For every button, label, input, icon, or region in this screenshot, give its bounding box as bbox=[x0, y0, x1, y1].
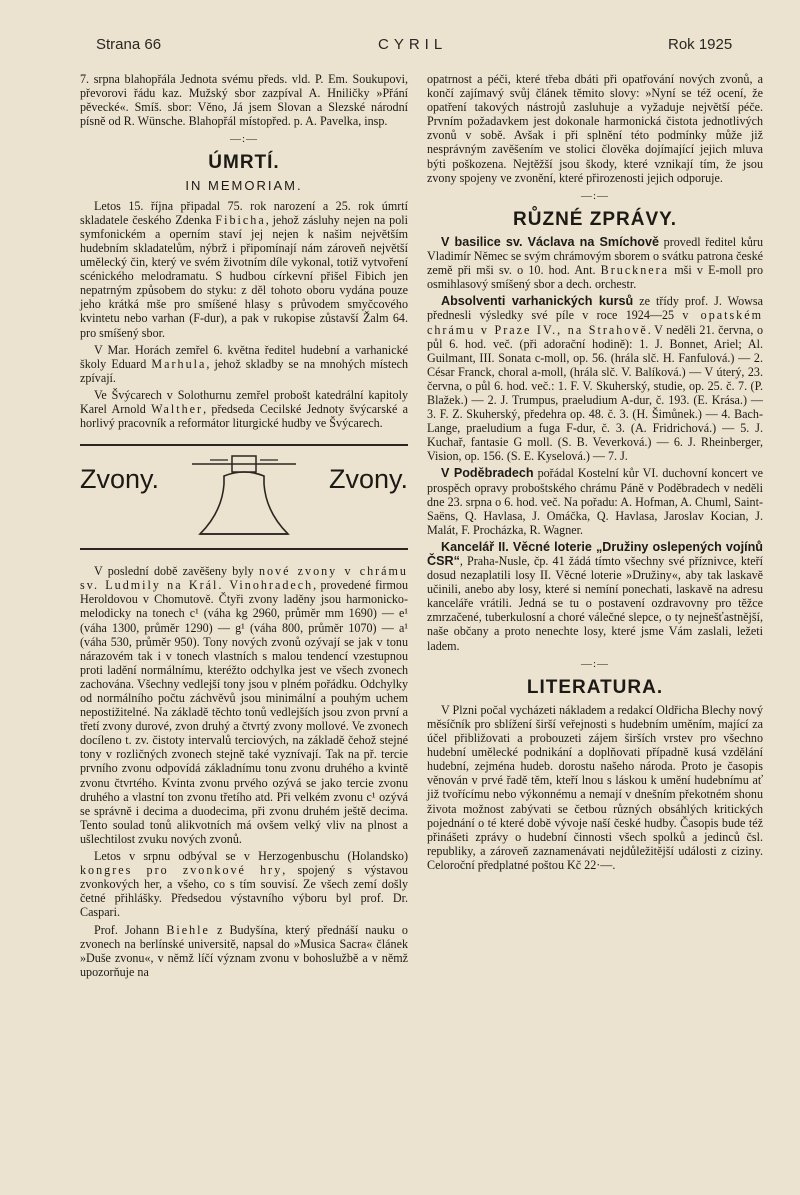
literature-heading: LITERATURA. bbox=[526, 676, 664, 698]
bells-heading-right: Zvony. bbox=[328, 464, 408, 495]
in-memoriam-subheading: IN MEMORIAM. bbox=[185, 177, 303, 193]
lottery-paragraph: Kancelář II. Věcné loterie „Družiny oslepených vojínů ČSR“, Praha-Nusle, čp. 41 žádá tímto všechny své příznivce, kteří dosud nezaplatili losy II. Věcné loterie »Družiny«, aby tak laskavě učinili, anebo aby losy, které si nemíní ponechati, laskavě na adresu kanceláře vrátili. Jedná se tu o postavení ozdravovny pro těžce zmrzačené, tuberkulosní a choré válečné slepce, o ty nejnešťastnější, naše občany a proto nenechte losy, které jsme Vám zaslali, ležeti ladem. bbox=[427, 539, 763, 653]
journal-title: CYRIL bbox=[378, 36, 448, 53]
running-head bbox=[0, 36, 800, 60]
biehle-paragraph: Prof. Johann Biehle z Budyšína, který přednáší nauku o zvonech na berlínské universitě, napsal do »Musica Sacra« článek »Duše zvonu«, v němž líčí význam zvonu v bohoslužbě a v němž upozorňuje na bbox=[80, 922, 408, 979]
bells-heading-banner bbox=[80, 444, 408, 550]
section-separator: —:— bbox=[580, 189, 610, 202]
biehle-continuation: opatrnost a péči, které třeba dbáti při opatřování nových zvonů, a končí zajímavý svůj článek těmito slovy: »Nyní se též ocení, že opatření takových nástrojů zasluhuje a vyžaduje největší péče. Prvním požadavkem jest dokonale harmonická čistota jednotlivých zvonů v sobě. Avšak i při splnění této podmínky může již nesprávným zavěšením ve stolici člověka dojímající jejich mluva býti poškozena. Nejtěžší jsou škody, které vznikají tím, že jsou zvony spojeny ve zvonění, které přirozenosti jejich odporuje. bbox=[427, 72, 763, 185]
organ-graduates-paragraph: Absolventi varhanických kursů ze třídy prof. J. Wowsa přednesli výsledky své píle v roce 1924—25 v opatském chrámu v Praze IV., na Strahově. V neděli 21. června, o půl 6. hod. več. (při adorační hodině): 1. J. Bonnet, Ariel; Al. Guilmant, III. Sonata c-moll, op. 56. (hrála slč. H. Fanfulová.) — 2. César Franck, choral a-moll, (hrála slč. V. Balíková.) — V úterý, 23. června, o půl 6. hod. več.: 1. F. V. Skuherský, studie, op. 25. č. 7. (P. Blažek.) — 2. J. Trumpus, praeludium A-dur, č. 193. (E. Krása.) — 3. F. Z. Skuherský, předehra op. 48. č. 3. (H. Šimůnek.) — 4. Bach-Lange, praeludium a fuga F-dur, č. 3. (A. Fridrichová.) — 5. J. Kuchař, fantasie G moll. (S. B. Veverková.) — 6. J. Rheinberger, Vision, op. 156. (S. E. Kyselová.) — 7. J. bbox=[427, 294, 764, 464]
volume-year: Rok 1925 bbox=[668, 36, 733, 53]
bell-illustration bbox=[190, 450, 298, 542]
basilica-paragraph: V basilice sv. Václava na Smíchově provedl ředitel kůru Vladimír Němec se svým chrámovým sborem o svátku patrona české země při mši sv. o 10. hod. Ant. Brucknera mši v E-moll pro osmihlasový smíšený sbor a dech. orchestr. bbox=[427, 234, 763, 292]
bells-heading-left: Zvony. bbox=[80, 464, 160, 495]
right-column bbox=[427, 72, 763, 875]
jubilee-paragraph: 7. srpna blahopřála Jednota svému předs. vld. P. Em. Soukupovi, převorovi řádu kaz. Mužský sbor zazpíval A. Hniličky »Přání pěvecké«. Smíš. sbor: Věno, Já jsem Slovan a Slezské národní písně od R. Wünsche. Blahopřál místopřed. p. A. Pavelka, insp. bbox=[80, 72, 408, 129]
new-bells-paragraph: V poslední době zavěšeny byly nové zvony v chrámu sv. Ludmily na Král. Vinohradech, provedené firmou Heroldovou v Chomutově. Čtyři zvony laděny jsou harmonicko-melodicky na tonech c¹ (váha kg 2960, průměr mm 1690) — e¹ (váha 1300, průměr 1290) — g¹ (váha 800, průměr 1070) — a¹ (váha 530, průměr 950). Tony nových zvonů ozývají se jak v tonu nárazovém tak i v tonech vlastních s malou tendencí vzestupnou proti ladění normálnímu, kteréžto odchylka jest ve všech zvonech zachována. Všechny vedlejší tony jsou v plném pořádku. Odchylky od normálního počtu záchvěvů jsou minimální a pouhým uchem nepostižitelné. Na základě těchto tonů vedlejších jsou zvon první a třetí zvony durové, zvon druhý a čtvrtý zvony mollové. Ve zvonech docíleno t. zv. čistoty intervalů terciových, na základě čehož stejné tony v rozličných zvonech stejně také vyznívají. Tak na př. tercie prvního zvonu odpovídá základnímu tonu zvonu druhého a kvintě zvonu čtvrtého. Kvinta zvonu prvého ozývá se jako tercie zvonu druhého a vlastní ton zvonu třetího atd. Při velkém zvonu c¹ ozývá se správně i decima a duodecima, při zvonu druhém ještě decima. Tento soulad tonů alikvotních má ovšem velký vliv na plnost a ušlechtilost zvuku nových zvonů. bbox=[80, 564, 408, 846]
podebrady-paragraph: V Poděbradech pořádal Kostelní kůr VI. duchovní koncert ve prospěch opravy proboštského chrámu Páně v Poděbradech v neděli dne 23. srpna o 6. hod. več. Na pořadu: A. Hofman, A. Chuml, Saint-Saëns, Q. Havlasa, J. Omáčka, Q. Havlasa, Jaroslav Kocian, J. Malát, F. Procházka, R. Wagner. bbox=[427, 466, 763, 537]
banner-bottom-rule bbox=[80, 548, 408, 550]
news-heading: RŮZNÉ ZPRÁVY. bbox=[513, 208, 677, 230]
literature-paragraph: V Plzni počal vycházeti nákladem a redakcí Oldřicha Blechy nový měsíčník pro sblížení širší veřejnosti s hudebním uměním, mající za účel přibližovati a probouzeti zájem širších vrstev pro všechno hudební umělecké podnikání a doplňovati případně kusá vzdělání hudební, zejména hudeb. dorostu našeho národa. Proto je časopis věnován v prvé řadě těm, kteří lnou s láskou k umění hudebnímu ať již tvořícímu nebo výkonnému a nemají v dnešním překotném shonu života možnost zabývati se četbou různých obsáhlých kritických pojednání o té které době vývoje naší české hudby. Časopis bude též přinášeti zprávy o hudební činnosti všech spolků a jedinců čsl. republiky, a zároveň zaznamenávati nejdůležitější události z ciziny. Celoroční předplatné poštou Kč 22·—. bbox=[427, 702, 763, 872]
fibich-paragraph: Letos 15. října připadal 75. rok narození a 25. rok úmrtí skladatele českého Zdenka Fibicha, jehož zásluhy nejen na poli symfonickém a operním staví jej nejen k našim největším hudebním skladatelům, nýbrž i připomínají nám zároveň největší umělecký čin, který ve svém životním díle vykonal, totiž vytvoření scénického melodramatu. S hudbou církevní přišel Fibich jen nepatrným způsobem do styku: z děl tohoto oboru vydána pouze jeho krátká mše pro smíšené hlasy s průvodem smyčcového kvintetu nebo varhan (F-dur), a pak v rukopise zůstavší Žalm 64. pro smíšený sbor. bbox=[80, 198, 408, 340]
walther-paragraph: Ve Švýcarech v Solothurnu zemřel probošt katedrální kapitoly Karel Arnold Walther, předseda Cecilské Jednoty švýcarské a horlivý pracovník a reformátor liturgické hudby ve Švýcarech. bbox=[80, 387, 408, 431]
obituaries-heading: ÚMRTÍ. bbox=[208, 152, 280, 174]
carillon-congress-paragraph: Letos v srpnu odbýval se v Herzogenbuschu (Holandsko) kongres pro zvonkové hry, spojený s výstavou zvonkových her, a všeho, co s tím souvisí. Ze všech zemí došly četné přihlášky. Předsedou výstavního výboru byl prof. Dr. Caspari. bbox=[80, 849, 408, 920]
section-separator: —:— bbox=[580, 657, 610, 670]
page-number: Strana 66 bbox=[96, 36, 162, 53]
marhula-paragraph: V Mar. Horách zemřel 6. května ředitel hudební a varhanické školy Eduard Marhula, jehož skladby se na mnohých místech zpívají. bbox=[80, 342, 408, 385]
left-column bbox=[80, 72, 408, 982]
section-separator: —:— bbox=[229, 133, 259, 146]
